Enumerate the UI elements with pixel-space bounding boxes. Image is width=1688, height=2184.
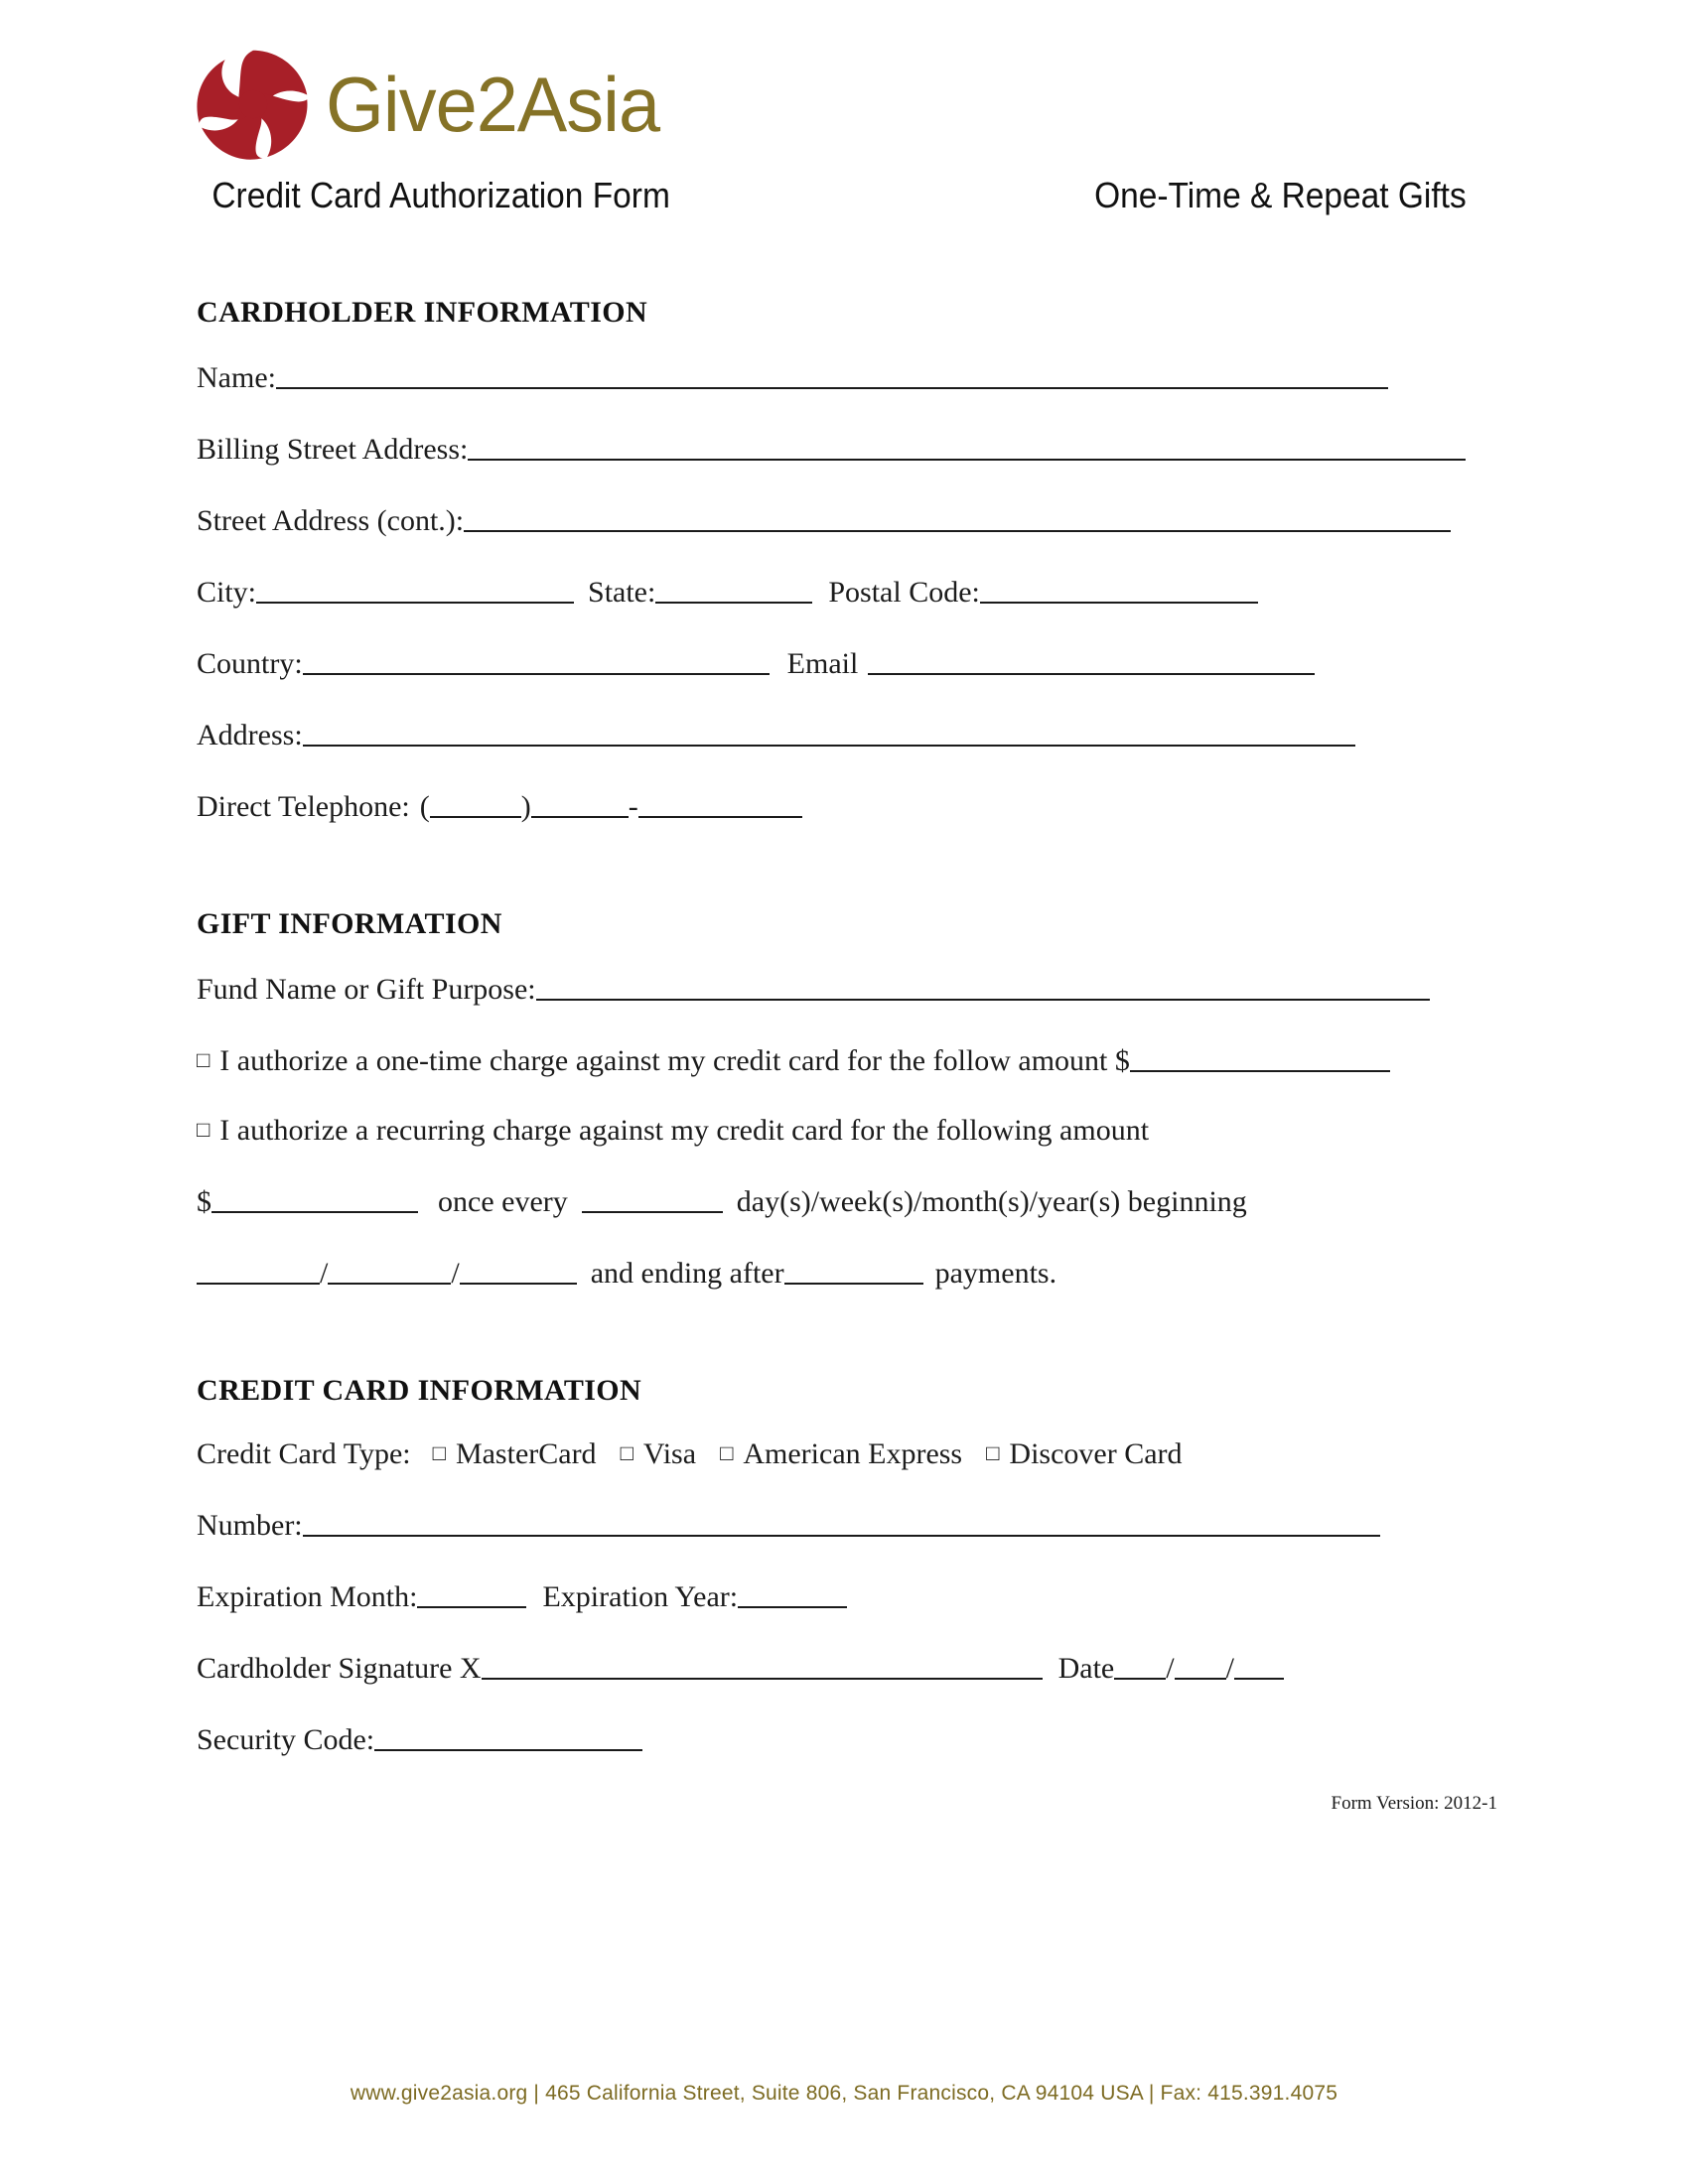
field-fund-name-row [197,971,1497,1007]
card-number-label: Number: [197,1509,303,1542]
billing-street-input-blank[interactable] [468,433,1466,461]
document-header [195,40,1485,216]
page-title: Credit Card Authorization Form [211,175,670,215]
country-label: Country: [197,647,303,680]
gift-section-heading: GIFT INFORMATION [197,907,502,940]
field-address-row [197,717,1497,752]
give2asia-logo-icon [195,46,312,163]
recurring-amount-prefix: $ [197,1185,211,1218]
address-input-blank[interactable] [303,719,1355,747]
page-subtitle: One-Time & Repeat Gifts [1094,175,1467,215]
name-input-blank[interactable] [276,361,1388,389]
country-input-blank[interactable] [303,647,770,675]
telephone-area-code-blank[interactable] [430,790,521,818]
fund-name-input-blank[interactable] [536,973,1430,1001]
recurring-start-date-row [197,1255,1497,1291]
form-body [197,296,1497,1815]
mastercard-label: MasterCard [455,1437,597,1470]
signature-date-month-blank[interactable] [1114,1652,1166,1680]
one-time-authorization-text: I authorize a one-time charge against my credit card for the follow amount $ [219,1044,1130,1077]
brand-logo [195,40,1485,169]
address-label: Address: [197,719,303,751]
start-date-month-blank[interactable] [197,1257,320,1285]
security-code-row [197,1721,1497,1757]
signature-date-day-blank[interactable] [1175,1652,1226,1680]
discover-checkbox[interactable]: □ [986,1440,1000,1465]
state-label: State: [588,576,656,609]
expiration-year-label: Expiration Year: [542,1580,739,1613]
card-number-row [197,1507,1497,1543]
billing-street-label: Billing Street Address: [197,433,469,466]
postal-code-input-blank[interactable] [980,576,1258,604]
street-cont-label: Street Address (cont.): [197,504,465,537]
signature-row [197,1650,1497,1686]
start-date-sep-2: / [451,1257,460,1290]
form-version: Form Version: 2012-1 [1331,1793,1497,1814]
city-label: City: [197,576,257,609]
visa-label: Visa [642,1437,697,1470]
signature-date-sep-2: / [1225,1652,1234,1685]
card-type-label: Credit Card Type: [197,1437,411,1470]
expiration-month-blank[interactable] [417,1580,526,1608]
start-date-day-blank[interactable] [328,1257,451,1285]
brand-name: Give2Asia [326,61,660,148]
telephone-line-blank[interactable] [638,790,802,818]
name-label: Name: [197,361,276,394]
state-input-blank[interactable] [655,576,812,604]
field-name-row [197,359,1497,395]
signature-input-blank[interactable] [482,1652,1043,1680]
telephone-dash: - [628,790,638,823]
expiration-year-blank[interactable] [738,1580,847,1608]
one-time-checkbox[interactable]: □ [197,1047,211,1072]
postal-code-label: Postal Code: [828,576,980,609]
field-country-email-row [197,645,1497,681]
signature-date-year-blank[interactable] [1234,1652,1284,1680]
card-number-input-blank[interactable] [303,1509,1380,1537]
expiration-month-label: Expiration Month: [197,1580,418,1613]
page-footer: www.give2asia.org | 465 California Street, Suite 806, San Francisco, CA 94104 USA | Fax: 415.391.4075 [350,2082,1338,2105]
recurring-amount-row [197,1183,1497,1219]
telephone-label: Direct Telephone: [197,790,410,823]
discover-label: Discover Card [1009,1437,1183,1470]
signature-date-sep-1: / [1166,1652,1175,1685]
email-input-blank[interactable] [868,647,1315,675]
security-code-label: Security Code: [197,1723,375,1756]
telephone-open-paren: ( [419,790,430,823]
start-date-year-blank[interactable] [460,1257,577,1285]
field-street-cont-row [197,502,1497,538]
visa-checkbox[interactable]: □ [620,1440,633,1465]
recurring-amount-blank[interactable] [211,1185,418,1213]
security-code-input-blank[interactable] [374,1723,642,1751]
card-type-row [197,1437,1497,1471]
email-label: Email [786,647,859,680]
amex-label: American Express [743,1437,963,1470]
recurring-interval-blank[interactable] [582,1185,723,1213]
card-expiration-row [197,1578,1497,1614]
payments-label: payments. [934,1257,1057,1290]
field-city-state-postal-row [197,574,1497,610]
amex-checkbox[interactable]: □ [720,1440,734,1465]
telephone-close-paren: ) [520,790,531,823]
signature-date-label: Date [1057,1652,1115,1685]
telephone-prefix-blank[interactable] [531,790,629,818]
city-input-blank[interactable] [256,576,574,604]
start-date-sep-1: / [320,1257,329,1290]
period-options-label: day(s)/week(s)/month(s)/year(s) beginning [736,1185,1247,1218]
recurring-authorization-row [197,1114,1497,1148]
header-title-row [195,175,1480,216]
credit-card-section-heading: CREDIT CARD INFORMATION [197,1374,642,1407]
one-time-amount-blank[interactable] [1130,1044,1390,1072]
mastercard-checkbox[interactable]: □ [432,1440,446,1465]
one-time-authorization-row [197,1042,1497,1078]
recurring-authorization-text: I authorize a recurring charge against my credit card for the following amount [219,1114,1150,1147]
field-billing-street-row [197,431,1497,467]
once-every-label: once every [438,1185,568,1218]
payments-count-blank[interactable] [784,1257,923,1285]
street-cont-input-blank[interactable] [464,504,1451,532]
ending-after-label: and ending after [590,1257,784,1290]
cardholder-section-heading: CARDHOLDER INFORMATION [197,296,648,329]
fund-name-label: Fund Name or Gift Purpose: [197,973,536,1006]
field-telephone-row [197,788,1497,824]
recurring-checkbox[interactable]: □ [197,1117,211,1142]
signature-label: Cardholder Signature X [197,1652,482,1685]
